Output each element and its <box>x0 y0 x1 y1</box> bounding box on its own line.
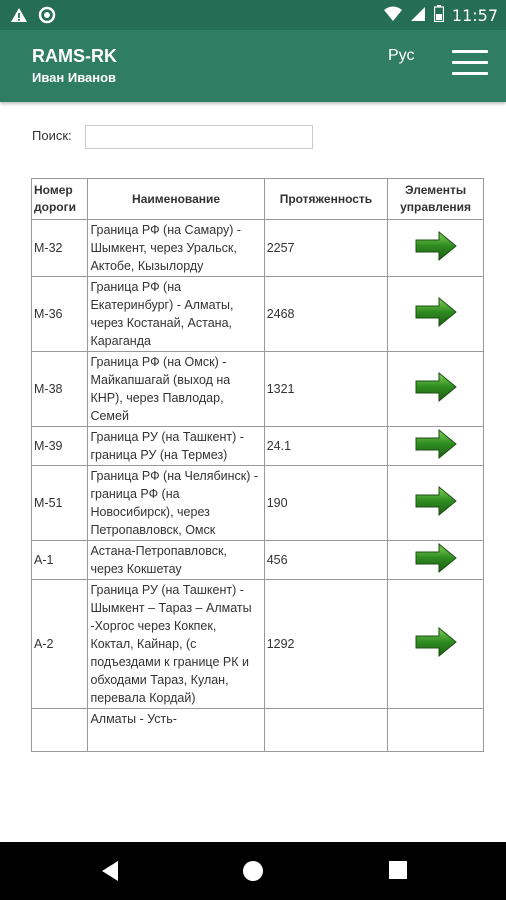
open-arrow-icon[interactable] <box>415 543 457 578</box>
road-name-cell: Граница РФ (на Екатеринбург) - Алматы, через Костанай, Астана, Караганда <box>88 277 264 352</box>
road-length-cell: 1321 <box>264 352 387 427</box>
controls-cell <box>388 352 484 427</box>
controls-cell <box>388 709 484 752</box>
recents-icon[interactable] <box>388 860 408 885</box>
road-number-cell: М-51 <box>32 466 88 541</box>
road-length-cell: 2468 <box>264 277 387 352</box>
road-length-cell: 190 <box>264 466 387 541</box>
controls-cell <box>388 466 484 541</box>
table-row <box>32 580 484 709</box>
warning-icon <box>10 7 28 28</box>
header-length: Протяженность <box>264 179 387 220</box>
user-name: Иван Иванов <box>32 70 117 85</box>
home-icon[interactable] <box>242 860 264 887</box>
road-name-cell: Астана-Петропавловск, через Кокшетау <box>88 541 264 580</box>
search-input[interactable] <box>85 125 313 149</box>
table-row <box>32 709 484 752</box>
controls-cell <box>388 541 484 580</box>
open-arrow-icon[interactable] <box>415 429 457 464</box>
road-length-cell: 2257 <box>264 220 387 277</box>
battery-icon <box>434 5 444 26</box>
road-number-cell: М-32 <box>32 220 88 277</box>
road-name-cell: Граница РФ (на Омск) - Майкапшагай (выход на КНР), через Павлодар, Семей <box>88 352 264 427</box>
road-number-cell: А-2 <box>32 580 88 709</box>
road-length-cell <box>264 709 387 752</box>
road-number-cell: А-1 <box>32 541 88 580</box>
header-controls: Элементы управления <box>388 179 484 220</box>
header-name: Наименование <box>88 179 264 220</box>
search-label: Поиск: <box>32 128 72 143</box>
road-length-cell: 1292 <box>264 580 387 709</box>
table-row <box>32 541 484 580</box>
back-icon[interactable] <box>100 860 120 887</box>
road-length-cell: 456 <box>264 541 387 580</box>
system-nav-bar <box>0 842 506 900</box>
controls-cell <box>388 580 484 709</box>
road-name-cell: Граница РУ (на Ташкент) - граница РУ (на Термез) <box>88 427 264 466</box>
road-number-cell: М-39 <box>32 427 88 466</box>
table-row <box>32 220 484 277</box>
table-header-row <box>32 179 484 220</box>
status-bar <box>0 0 506 30</box>
road-name-cell: Граница РФ (на Челябинск) - граница РФ (на Новосибирск), через Петропавловск, Омск <box>88 466 264 541</box>
open-arrow-icon[interactable] <box>415 297 457 332</box>
hamburger-menu-icon[interactable] <box>452 50 488 80</box>
search-bar <box>32 128 72 143</box>
road-number-cell: М-36 <box>32 277 88 352</box>
language-switch[interactable]: Рус <box>388 47 415 64</box>
open-arrow-icon[interactable] <box>415 627 457 662</box>
open-arrow-icon[interactable] <box>415 486 457 521</box>
sync-icon <box>38 6 56 29</box>
clock-time: 11:57 <box>451 6 498 25</box>
controls-cell <box>388 277 484 352</box>
app-title: RAMS-RK <box>32 46 117 66</box>
signal-icon <box>410 6 426 26</box>
open-arrow-icon[interactable] <box>415 231 457 266</box>
controls-cell <box>388 427 484 466</box>
road-name-cell: Граница РУ (на Ташкент) - Шымкент – Тараз – Алматы -Хоргос через Кокпек, Коктал, Кайнар, (с подъездами к границе РК и обходами Тараз, Кулан, перевала Кордай) <box>88 580 264 709</box>
controls-cell <box>388 220 484 277</box>
road-number-cell <box>32 709 88 752</box>
road-length-cell: 24.1 <box>264 427 387 466</box>
open-arrow-icon[interactable] <box>415 372 457 407</box>
road-name-cell: Алматы - Усть- <box>88 709 264 752</box>
road-number-cell: М-38 <box>32 352 88 427</box>
roads-table-container <box>31 178 484 842</box>
roads-table <box>31 178 484 752</box>
road-name-cell: Граница РФ (на Самару) - Шымкент, через Уральск, Актобе, Кызылорду <box>88 220 264 277</box>
header-road-number: Номер дороги <box>32 179 88 220</box>
wifi-icon <box>384 6 402 26</box>
table-row <box>32 352 484 427</box>
app-bar <box>0 30 506 102</box>
table-row <box>32 277 484 352</box>
table-row <box>32 427 484 466</box>
table-row <box>32 466 484 541</box>
